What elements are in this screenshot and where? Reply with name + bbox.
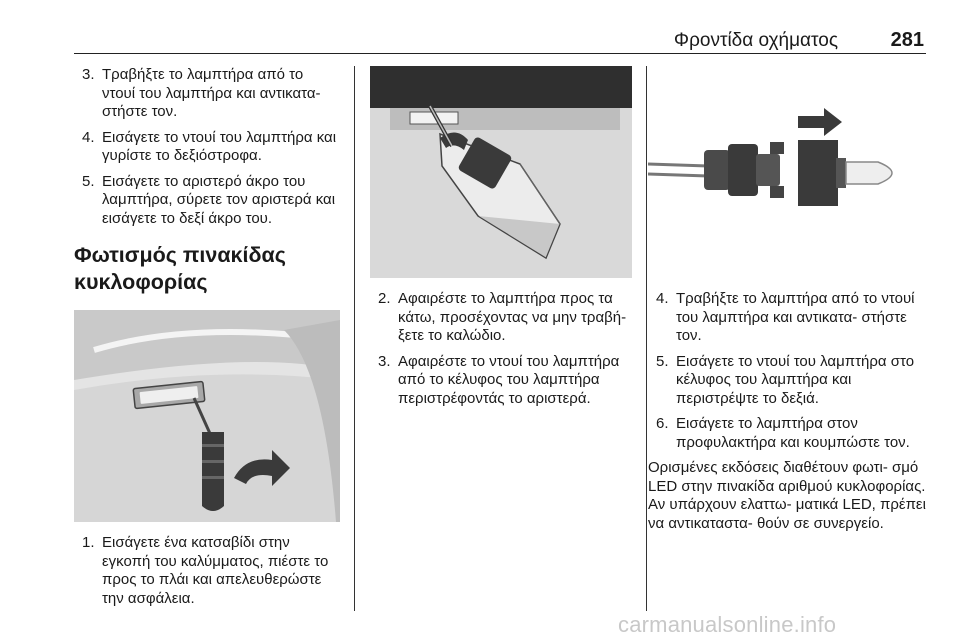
step-text: Αφαιρέστε το ντουί του λαμπτήρα από το κέλυφος του λαμπτήρα περιστρέφοντάς το αριστερά.	[398, 352, 620, 407]
steps-list	[370, 290, 632, 408]
steps-list	[74, 534, 340, 608]
column-middle	[370, 66, 632, 415]
led-note-paragraph: Ορισμένες εκδόσεις διαθέτουν φωτι‐ σμό LED στην πινακίδα αριθμού κυκλοφορίας. Αν υπάρχουν ελαττω‐ ματικά LED, πρέπει να αντικαταστα‐ θούν σε συνεργείο.	[648, 459, 926, 532]
list-item	[74, 173, 340, 229]
step-text: Τραβήξτε το λαμπτήρα από το ντουί του λαμπτήρα και αντικατα‐ στήστε τον.	[102, 66, 321, 120]
list-item	[370, 353, 632, 409]
list-item	[74, 129, 340, 166]
step-text: Εισάγετε το ντουί του λαμπτήρα και γυρίστε το δεξιόστροφα.	[102, 128, 337, 164]
section-header-title: Φροντίδα οχήματος	[673, 30, 838, 51]
list-item	[648, 353, 928, 409]
step-number: 5.	[82, 172, 95, 190]
step-number: 3.	[82, 66, 95, 83]
figure-bulb-socket	[648, 66, 928, 278]
step-text: Αφαιρέστε το λαμπτήρα προς τα κάτω, προσέχοντας να μην τραβή‐ ξετε το καλώδιο.	[398, 290, 627, 344]
column-divider	[646, 66, 647, 611]
section-title: Φωτισμός πινακίδας κυκλοφορίας	[74, 243, 286, 294]
page-number: 281	[890, 29, 924, 51]
step-text: Εισάγετε το λαμπτήρα στον προφυλακτήρα και κουμπώστε τον.	[676, 415, 910, 451]
steps-list	[648, 290, 928, 452]
steps-list	[74, 66, 340, 228]
step-text: Τραβήξτε το λαμπτήρα από το ντουί του λαμπτήρα και αντικατα‐ στήστε τον.	[676, 290, 915, 344]
list-item	[648, 290, 928, 346]
list-item	[648, 415, 928, 452]
column-left	[74, 66, 340, 615]
figure-screwdriver-cover	[74, 310, 340, 522]
step-text: Εισάγετε το αριστερό άκρο του λαμπτήρα, σύρετε τον αριστερά και εισάγετε το δεξί άκρο του.	[102, 172, 336, 227]
step-number: 2.	[378, 290, 391, 307]
step-text: Εισάγετε το ντουί του λαμπτήρα στο κέλυφος του λαμπτήρα και περιστρέψτε το δεξιά.	[676, 352, 915, 407]
step-text: Εισάγετε ένα κατσαβίδι στην εγκοπή του καλύμματος, πιέστε το προς το πλάι και απελευθερώστε την ασφάλεια.	[102, 534, 329, 607]
list-item	[74, 66, 340, 122]
watermark-text: carmanualsonline.info	[618, 612, 837, 637]
step-number: 4.	[82, 128, 95, 146]
column-divider	[354, 66, 355, 611]
step-number: 4.	[656, 290, 669, 307]
step-number: 3.	[378, 352, 391, 370]
step-number: 5.	[656, 352, 669, 370]
step-number: 1.	[82, 534, 95, 551]
list-item	[370, 290, 632, 346]
figure-lamp-removal	[370, 66, 632, 278]
list-item	[74, 534, 340, 608]
column-right	[648, 66, 928, 533]
page-header	[74, 28, 926, 54]
step-number: 6.	[656, 415, 669, 432]
